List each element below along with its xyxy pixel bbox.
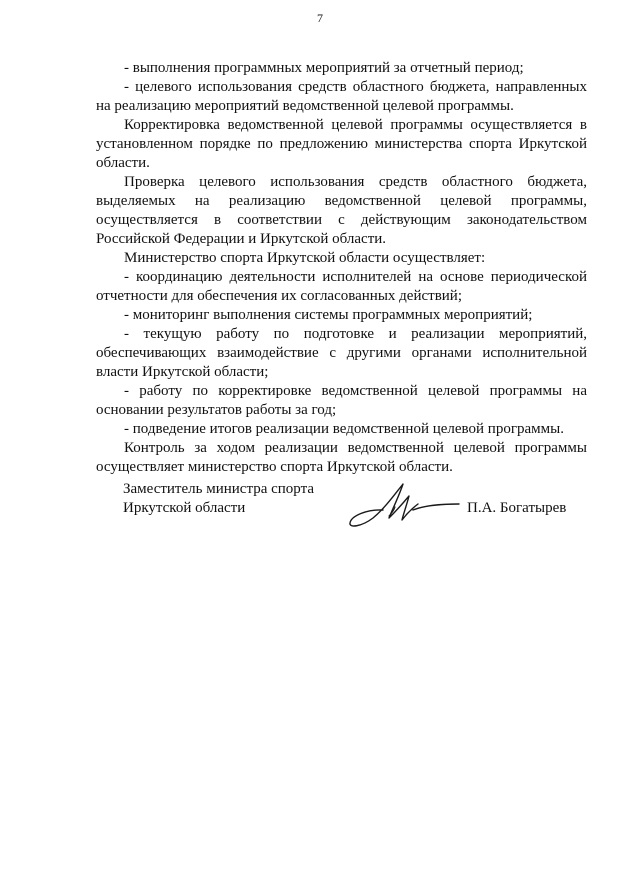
paragraph: - работу по корректировке ведомственной целевой программы на основании результатов работы за год;: [96, 383, 587, 418]
paragraph: Проверка целевого использования средств областного бюджета, выделяемых на реализацию ведомственной целевой программы, осуществляется в соответствии с действующим законодательством Российской Федерации и Иркутской области.: [96, 174, 587, 247]
signatory-title: [123, 480, 314, 518]
handwritten-signature-icon: [347, 480, 462, 530]
document-body: [96, 59, 587, 477]
paragraph: - координацию деятельности исполнителей на основе периодической отчетности для обеспечения их согласованных действий;: [96, 269, 587, 304]
page-number: 7: [317, 11, 323, 25]
signatory-title-line: Иркутской области: [123, 500, 246, 516]
signatory-name: П.А. Богатырев: [467, 500, 567, 516]
paragraph: Министерство спорта Иркутской области осуществляет:: [124, 250, 486, 266]
paragraph: - выполнения программных мероприятий за отчетный период;: [124, 60, 524, 76]
paragraph: Корректировка ведомственной целевой программы осуществляется в установленном порядке по предложению министерства спорта Иркутской области.: [96, 117, 587, 171]
paragraph: Контроль за ходом реализации ведомственной целевой программы осуществляет министерство спорта Иркутской области.: [96, 440, 587, 475]
paragraph: - текущую работу по подготовке и реализации мероприятий, обеспечивающих взаимодействие с другими органами исполнительной власти Иркутской области;: [96, 326, 587, 380]
signatory-title-line: Заместитель министра спорта: [123, 481, 314, 497]
paragraph: - мониторинг выполнения системы программных мероприятий;: [124, 307, 533, 323]
paragraph: - подведение итогов реализации ведомственной целевой программы.: [124, 421, 564, 437]
paragraph: - целевого использования средств областного бюджета, направленных на реализацию мероприятий ведомственной целевой программы.: [96, 79, 587, 114]
signature-block: [123, 480, 593, 540]
